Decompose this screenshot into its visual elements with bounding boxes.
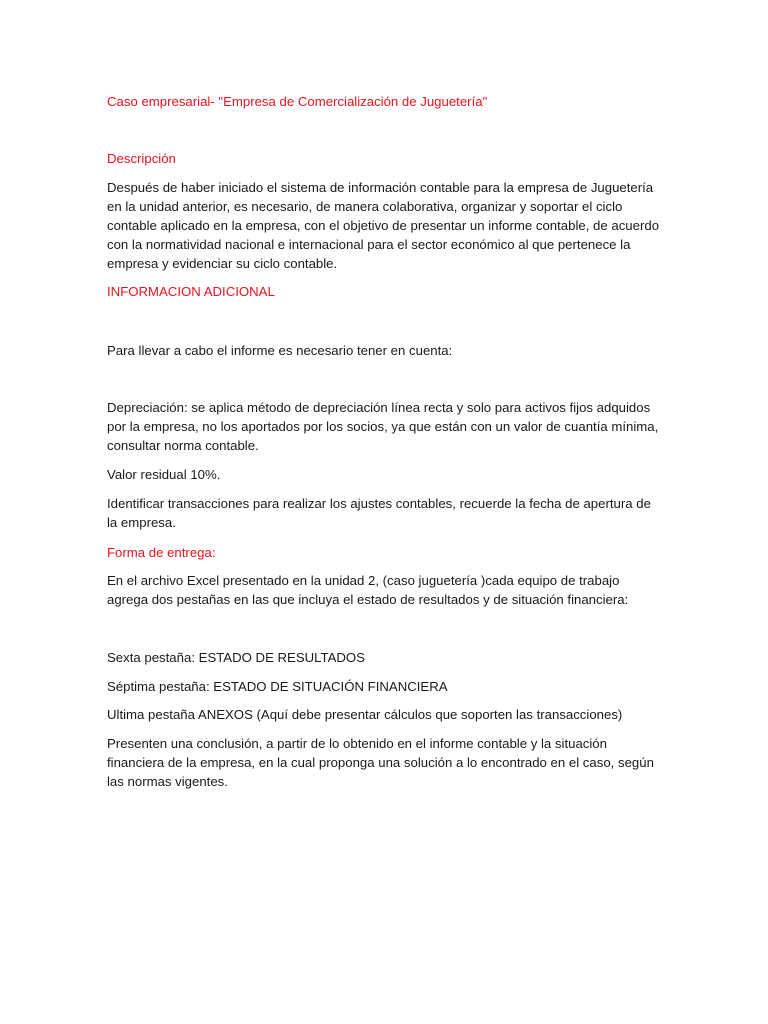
identify-transactions-paragraph: Identificar transacciones para realizar los ajustes contables, recuerde la fecha de apertura de la empresa. (107, 496, 651, 530)
delivery-heading: Forma de entrega: (107, 545, 216, 560)
last-tab-paragraph: Ultima pestaña ANEXOS (Aquí debe presentar cálculos que soporten las transacciones) (107, 707, 623, 722)
conclusion-paragraph: Presenten una conclusión, a partir de lo obtenido en el informe contable y la situación financiera de la empresa, en la cual proponga una solución a lo encontrado en el caso, según las normas vigentes. (107, 736, 654, 789)
sixth-tab-paragraph: Sexta pestaña: ESTADO DE RESULTADOS (107, 650, 365, 665)
additional-info-heading: INFORMACION ADICIONAL (107, 284, 275, 299)
description-heading: Descripción (107, 151, 176, 166)
seventh-tab-paragraph: Séptima pestaña: ESTADO DE SITUACIÓN FINANCIERA (107, 679, 448, 694)
residual-value-paragraph: Valor residual 10%. (107, 467, 221, 482)
delivery-paragraph: En el archivo Excel presentado en la unidad 2, (caso juguetería )cada equipo de trabajo agrega dos pestañas en las que incluya el estado de resultados y de situación financiera: (107, 573, 629, 607)
intro-paragraph: Para llevar a cabo el informe es necesario tener en cuenta: (107, 343, 453, 358)
document-page (107, 0, 662, 1024)
document-title: Caso empresarial- "Empresa de Comercialización de Juguetería" (107, 94, 488, 109)
description-paragraph: Después de haber iniciado el sistema de información contable para la empresa de Juguetería en la unidad anterior, es necesario, de manera colaborativa, organizar y soportar el ciclo contable aplicado en la empresa, con el objetivo de presentar un informe contable, de acuerdo con la normatividad nacional e internacional para el sector económico al que pertenece la empresa y evidenciar su ciclo contable. (107, 180, 660, 271)
depreciation-paragraph: Depreciación: se aplica método de depreciación línea recta y solo para activos fijos adquidos por la empresa, no los aportados por los socios, ya que están con un valor de cuantía mínima, consultar norma contable. (107, 400, 659, 453)
